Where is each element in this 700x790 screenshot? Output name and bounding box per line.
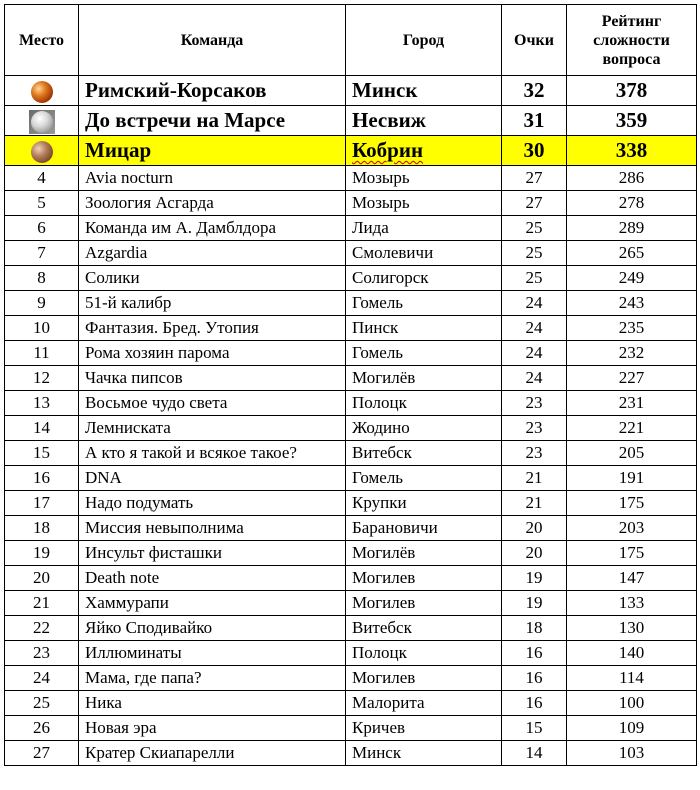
rating-cell: 286: [567, 166, 697, 191]
table-row: [5, 641, 697, 666]
header-place: Место: [5, 5, 79, 76]
table-row-top-3: [5, 136, 697, 166]
table-row: [5, 241, 697, 266]
city-cell: Минск: [346, 76, 502, 106]
points-cell: 32: [502, 76, 567, 106]
place-cell: 20: [5, 566, 79, 591]
points-cell: 16: [502, 641, 567, 666]
rating-cell: 227: [567, 366, 697, 391]
place-cell: 6: [5, 216, 79, 241]
place-cell: [5, 136, 79, 166]
team-cell: Команда им А. Дамблдора: [79, 216, 346, 241]
table-row: [5, 191, 697, 216]
rating-cell: 175: [567, 491, 697, 516]
place-cell: 5: [5, 191, 79, 216]
team-cell: А кто я такой и всякое такое?: [79, 441, 346, 466]
place-cell: 13: [5, 391, 79, 416]
place-cell: 27: [5, 741, 79, 766]
header-team: Команда: [79, 5, 346, 76]
table-row: [5, 691, 697, 716]
table-row: [5, 666, 697, 691]
points-cell: 25: [502, 266, 567, 291]
place-cell: 26: [5, 716, 79, 741]
points-cell: 24: [502, 316, 567, 341]
team-cell: Фантазия. Бред. Утопия: [79, 316, 346, 341]
city-cell: Полоцк: [346, 641, 502, 666]
city-cell: [346, 136, 502, 166]
table-row: [5, 741, 697, 766]
points-cell: 24: [502, 291, 567, 316]
rating-cell: 249: [567, 266, 697, 291]
place-cell: 19: [5, 541, 79, 566]
table-row: [5, 441, 697, 466]
bronze-medal-icon: [31, 141, 53, 163]
table-row: [5, 716, 697, 741]
city-cell: Полоцк: [346, 391, 502, 416]
place-cell: [5, 106, 79, 136]
points-cell: 30: [502, 136, 567, 166]
place-cell: 24: [5, 666, 79, 691]
city-cell: Минск: [346, 741, 502, 766]
city-cell: Могилёв: [346, 366, 502, 391]
team-cell: Восьмое чудо света: [79, 391, 346, 416]
place-cell: 11: [5, 341, 79, 366]
rating-cell: 130: [567, 616, 697, 641]
points-cell: 27: [502, 191, 567, 216]
points-cell: 23: [502, 391, 567, 416]
team-cell: Кратер Скиапарелли: [79, 741, 346, 766]
points-cell: 16: [502, 691, 567, 716]
results-table: [4, 4, 697, 766]
points-cell: 31: [502, 106, 567, 136]
rating-cell: 140: [567, 641, 697, 666]
rating-cell: 191: [567, 466, 697, 491]
rating-cell: 114: [567, 666, 697, 691]
city-cell: Смолевичи: [346, 241, 502, 266]
city-cell: Солигорск: [346, 266, 502, 291]
team-cell: Лемниската: [79, 416, 346, 441]
rating-cell: 221: [567, 416, 697, 441]
points-cell: 23: [502, 416, 567, 441]
place-cell: 18: [5, 516, 79, 541]
team-cell: Солики: [79, 266, 346, 291]
city-cell: Кричев: [346, 716, 502, 741]
header-rating: Рейтинг сложности вопроса: [567, 5, 697, 76]
team-cell: Миссия невыполнима: [79, 516, 346, 541]
city-cell: Мозырь: [346, 191, 502, 216]
points-cell: 20: [502, 541, 567, 566]
city-cell: Витебск: [346, 441, 502, 466]
team-cell: Мицар: [79, 136, 346, 166]
table-row: [5, 616, 697, 641]
rating-cell: 338: [567, 136, 697, 166]
table-row: [5, 541, 697, 566]
city-cell: Гомель: [346, 466, 502, 491]
table-row: [5, 341, 697, 366]
rating-cell: 243: [567, 291, 697, 316]
city-cell: Могилев: [346, 566, 502, 591]
city-cell: Несвиж: [346, 106, 502, 136]
team-cell: Иллюминаты: [79, 641, 346, 666]
rating-cell: 100: [567, 691, 697, 716]
table-row: [5, 391, 697, 416]
table-row: [5, 216, 697, 241]
place-cell: 16: [5, 466, 79, 491]
points-cell: 18: [502, 616, 567, 641]
rating-cell: 109: [567, 716, 697, 741]
city-cell: Гомель: [346, 341, 502, 366]
points-cell: 19: [502, 566, 567, 591]
place-cell: 9: [5, 291, 79, 316]
team-cell: Azgardia: [79, 241, 346, 266]
city-cell: Пинск: [346, 316, 502, 341]
rating-cell: 103: [567, 741, 697, 766]
place-cell: 8: [5, 266, 79, 291]
rating-cell: 278: [567, 191, 697, 216]
table-row: [5, 466, 697, 491]
header-points: Очки: [502, 5, 567, 76]
city-cell: Витебск: [346, 616, 502, 641]
points-cell: 21: [502, 466, 567, 491]
table-row: [5, 416, 697, 441]
header-row: [5, 5, 697, 76]
place-cell: 15: [5, 441, 79, 466]
team-cell: Мама, где папа?: [79, 666, 346, 691]
points-cell: 16: [502, 666, 567, 691]
place-cell: 7: [5, 241, 79, 266]
points-cell: 14: [502, 741, 567, 766]
points-cell: 19: [502, 591, 567, 616]
team-cell: Надо подумать: [79, 491, 346, 516]
spellcheck-underline: Кобрин: [352, 138, 424, 162]
rating-cell: 232: [567, 341, 697, 366]
points-cell: 24: [502, 366, 567, 391]
table-row: [5, 491, 697, 516]
points-cell: 23: [502, 441, 567, 466]
rating-cell: 205: [567, 441, 697, 466]
city-cell: Мозырь: [346, 166, 502, 191]
team-cell: 51-й калибр: [79, 291, 346, 316]
rating-cell: 235: [567, 316, 697, 341]
city-cell: Гомель: [346, 291, 502, 316]
place-cell: 4: [5, 166, 79, 191]
city-cell: Жодино: [346, 416, 502, 441]
place-cell: 12: [5, 366, 79, 391]
place-cell: 14: [5, 416, 79, 441]
points-cell: 21: [502, 491, 567, 516]
team-cell: Римский-Корсаков: [79, 76, 346, 106]
team-cell: Death note: [79, 566, 346, 591]
city-cell: Крупки: [346, 491, 502, 516]
team-cell: Хаммурапи: [79, 591, 346, 616]
team-cell: Яйко Сподивайко: [79, 616, 346, 641]
table-row: [5, 266, 697, 291]
points-cell: 24: [502, 341, 567, 366]
city-cell: Барановичи: [346, 516, 502, 541]
table-row: [5, 166, 697, 191]
place-cell: 25: [5, 691, 79, 716]
rating-cell: 133: [567, 591, 697, 616]
table-row: [5, 316, 697, 341]
team-cell: До встречи на Марсе: [79, 106, 346, 136]
place-cell: 23: [5, 641, 79, 666]
points-cell: 25: [502, 241, 567, 266]
city-cell: Могилев: [346, 591, 502, 616]
city-cell: Малорита: [346, 691, 502, 716]
place-cell: 10: [5, 316, 79, 341]
points-cell: 27: [502, 166, 567, 191]
city-cell: Могилёв: [346, 541, 502, 566]
place-cell: 22: [5, 616, 79, 641]
table-row: [5, 566, 697, 591]
rating-cell: 147: [567, 566, 697, 591]
rating-cell: 378: [567, 76, 697, 106]
gold-medal-icon: [31, 81, 53, 103]
team-cell: DNA: [79, 466, 346, 491]
points-cell: 15: [502, 716, 567, 741]
place-cell: [5, 76, 79, 106]
city-cell: Могилев: [346, 666, 502, 691]
rating-cell: 289: [567, 216, 697, 241]
points-cell: 25: [502, 216, 567, 241]
rating-cell: 265: [567, 241, 697, 266]
place-cell: 21: [5, 591, 79, 616]
rating-cell: 203: [567, 516, 697, 541]
rating-cell: 175: [567, 541, 697, 566]
team-cell: Чачка пипсов: [79, 366, 346, 391]
rating-cell: 359: [567, 106, 697, 136]
table-row: [5, 591, 697, 616]
table-row: [5, 516, 697, 541]
points-cell: 20: [502, 516, 567, 541]
table-row: [5, 366, 697, 391]
table-row: [5, 291, 697, 316]
team-cell: Зоология Асгарда: [79, 191, 346, 216]
team-cell: Avia nocturn: [79, 166, 346, 191]
place-cell: 17: [5, 491, 79, 516]
table-row-top-2: [5, 106, 697, 136]
silver-medal-icon: [29, 110, 55, 134]
header-city: Город: [346, 5, 502, 76]
team-cell: Рома хозяин парома: [79, 341, 346, 366]
team-cell: Ника: [79, 691, 346, 716]
team-cell: Новая эра: [79, 716, 346, 741]
rating-cell: 231: [567, 391, 697, 416]
team-cell: Инсульт фисташки: [79, 541, 346, 566]
city-cell: Лида: [346, 216, 502, 241]
table-row-top-1: [5, 76, 697, 106]
